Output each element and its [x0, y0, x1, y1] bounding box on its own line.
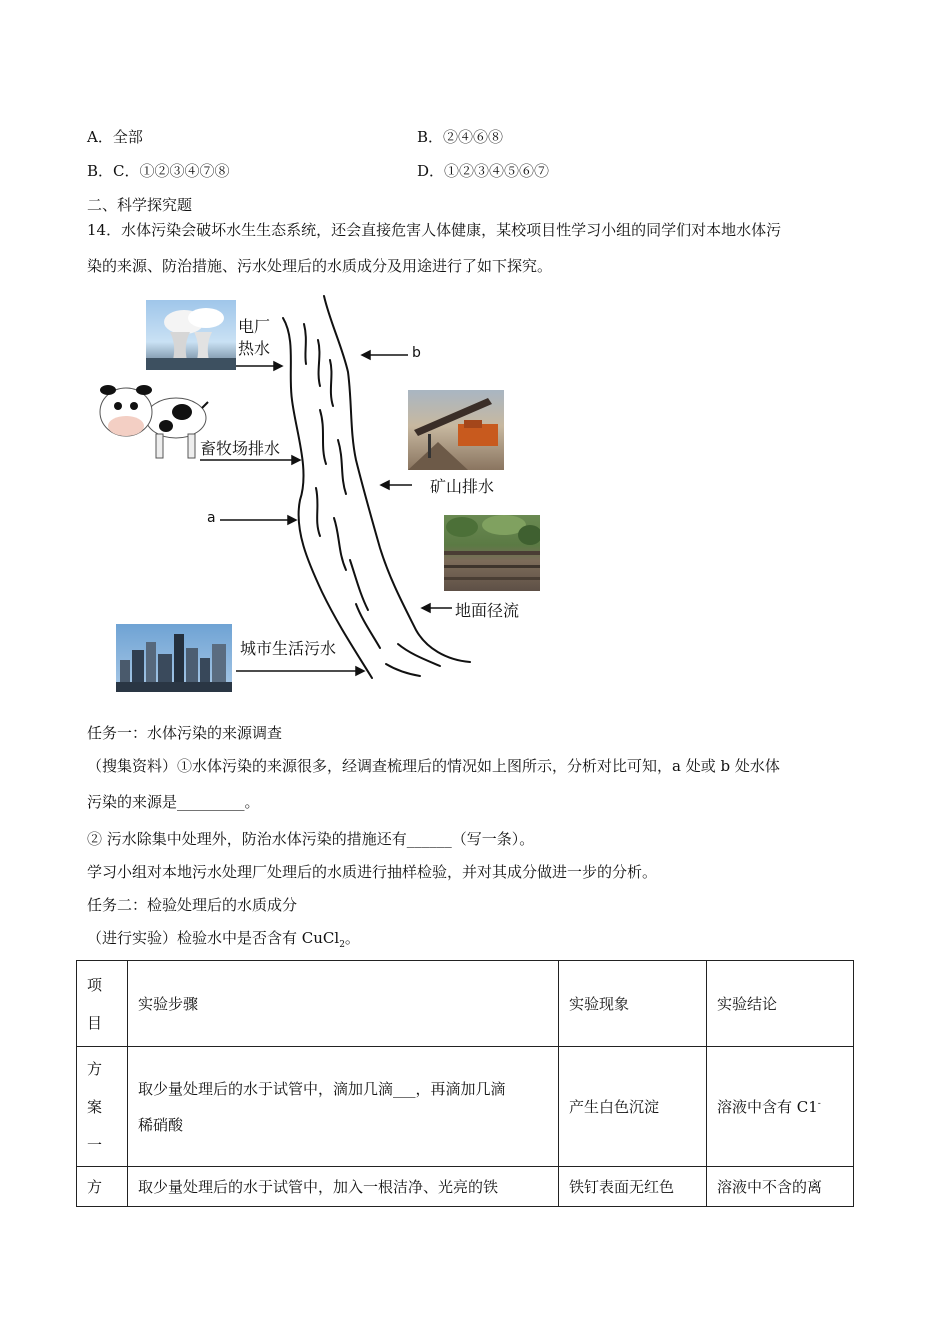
- header-phenomenon: 实验现象: [559, 961, 707, 1047]
- experiment-text: （进行实验）检验水中是否含有 CuCl: [87, 929, 340, 947]
- header-project-1: 项: [87, 975, 103, 994]
- row1-label-2: 案: [87, 1097, 103, 1116]
- task1-paragraph: [87, 748, 867, 820]
- header-steps: 实验步骤: [128, 961, 559, 1047]
- row1-conclusion-sup: -: [817, 1099, 821, 1109]
- row2-steps: 取少量处理后的水于试管中，加入一根洁净、光亮的铁: [128, 1167, 559, 1207]
- label-livestock: 畜牧场排水: [200, 439, 281, 458]
- row1-label: [77, 1047, 128, 1167]
- option-a: A．全部: [87, 128, 143, 146]
- table-row: [77, 1167, 854, 1207]
- row2-phenomenon: 铁钉表面无红色: [559, 1167, 707, 1207]
- label-power-plant-1: 电厂: [238, 317, 271, 336]
- mine-picture: [408, 390, 504, 470]
- label-power-plant-2: 热水: [238, 339, 271, 358]
- label-city: 城市生活污水: [240, 639, 337, 658]
- task1-line-3: ② 污水除集中处理外，防治水体污染的措施还有______（写一条）。: [87, 830, 535, 848]
- row1-conclusion-text: 溶液中含有 C1: [717, 1098, 818, 1116]
- cow-picture: [96, 378, 210, 464]
- experiment-subscript: 2: [339, 940, 345, 950]
- task1-title: 任务一：水体污染的来源调查: [87, 724, 283, 742]
- row1-steps-line-1: 取少量处理后的水于试管中，滴加几滴___，再滴加几滴: [138, 1079, 506, 1098]
- option-d: D．①②③④⑤⑥⑦: [417, 162, 550, 180]
- task1-line-4: 学习小组对本地污水处理厂处理后的水质进行抽样检验，并对其成分做进一步的分析。: [87, 863, 658, 881]
- task2-title: 任务二：检验处理后的水质成分: [87, 896, 298, 914]
- task1-line-1: （搜集资料）①水体污染的来源很多，经调查梳理后的情况如上图所示，分析对比可知，a 处或 b 处水体: [87, 757, 780, 775]
- question-line-2: 染的来源、防治措施、污水处理后的水质成分及用途进行了如下探究。: [87, 257, 553, 275]
- city-picture: [116, 624, 232, 692]
- label-runoff: 地面径流: [455, 601, 520, 620]
- row1-phenomenon: 产生白色沉淀: [559, 1047, 707, 1167]
- row1-steps-line-2: 稀硝酸: [138, 1115, 184, 1134]
- task1-line-2: 污染的来源是_________。: [87, 793, 260, 811]
- row1-steps: [128, 1047, 559, 1167]
- experiment-table: [76, 960, 854, 1207]
- table-row: [77, 1047, 854, 1167]
- section-title: 二、科学探究题: [87, 196, 193, 214]
- row1-conclusion: [707, 1047, 854, 1167]
- option-b: B．②④⑥⑧: [417, 128, 504, 146]
- task2-experiment: [87, 927, 360, 950]
- header-project-2: 目: [87, 1013, 103, 1032]
- label-a: a: [207, 510, 216, 526]
- row2-label: 方: [77, 1167, 128, 1207]
- row1-label-3: 一: [87, 1135, 103, 1154]
- row1-label-1: 方: [87, 1059, 103, 1078]
- question-line-1: 14．水体污染会破坏水生生态系统，还会直接危害人体健康，某校项目性学习小组的同学们对本地水体污: [87, 221, 782, 239]
- runoff-picture: [444, 515, 540, 591]
- label-mine: 矿山排水: [430, 477, 495, 496]
- power-plant-picture: [146, 300, 236, 370]
- header-conclusion: 实验结论: [707, 961, 854, 1047]
- experiment-suffix: 。: [344, 929, 360, 947]
- option-c: B．C．①②③④⑦⑧: [87, 162, 230, 180]
- label-b: b: [412, 345, 421, 361]
- table-header-row: [77, 961, 854, 1047]
- header-project: [77, 961, 128, 1047]
- row2-conclusion: 溶液中不含的离: [707, 1167, 854, 1207]
